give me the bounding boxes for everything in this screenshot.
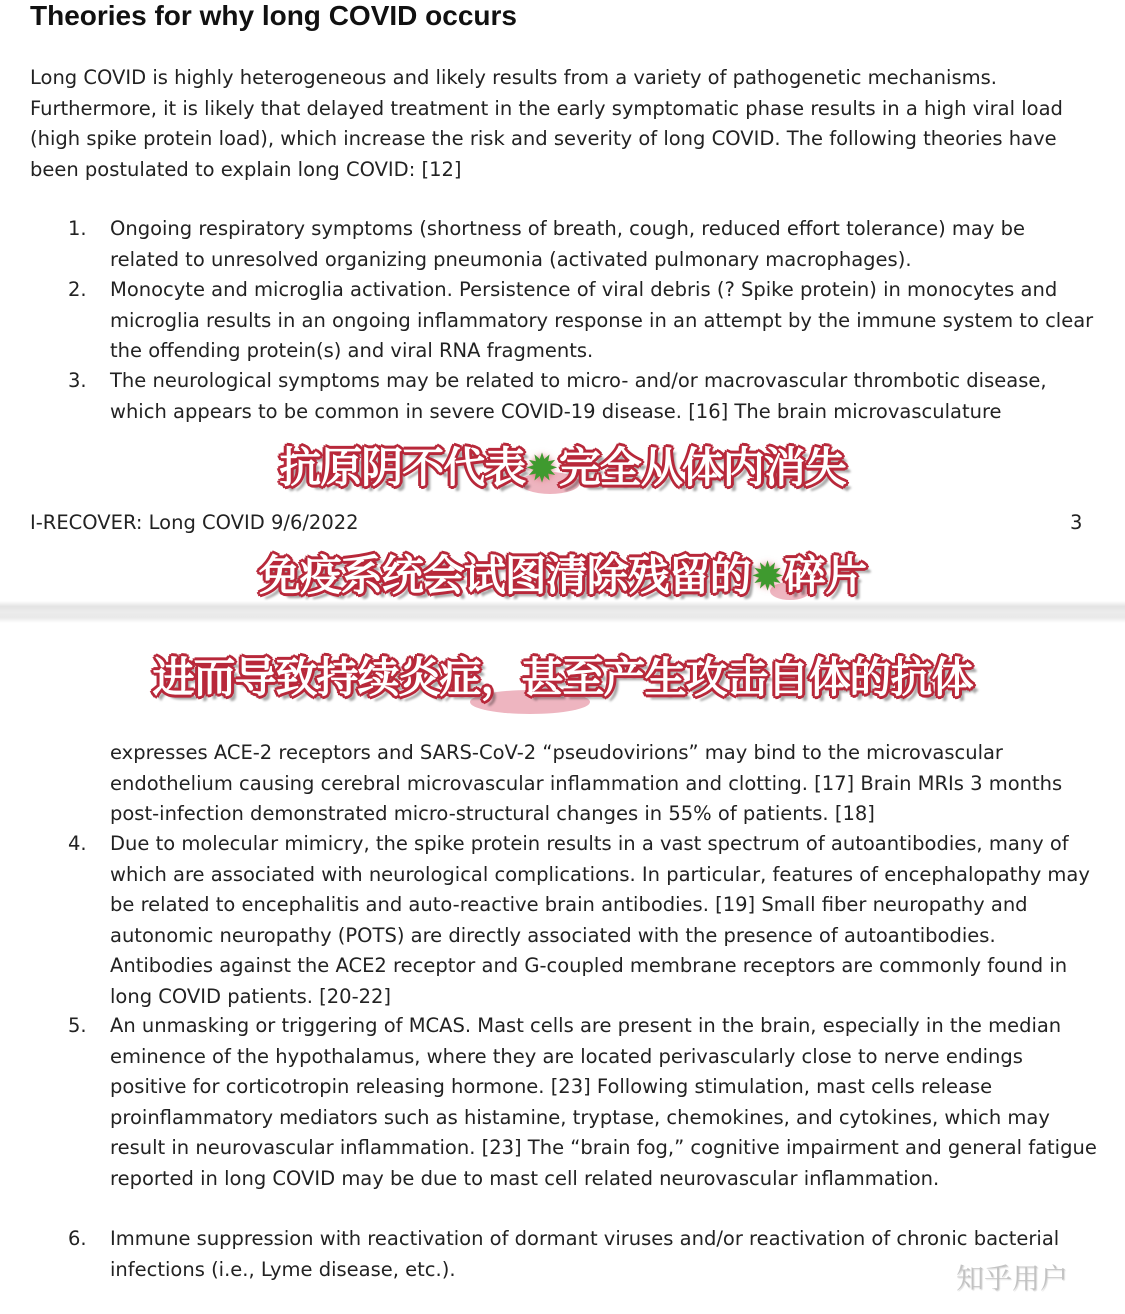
list-number: 5.	[68, 1014, 87, 1037]
watermark: 知乎用户	[956, 1262, 1069, 1295]
caption-overlay-1	[0, 440, 1125, 497]
list-text: The neurological symptoms may be related to micro- and/or macrovascular thrombotic disease, which appears to be common in severe COVID-19 disease. [16] The brain microvasculature	[110, 369, 1047, 423]
footer-doc-title: I-RECOVER: Long COVID 9/6/2022	[30, 511, 359, 534]
virus-icon: ✹	[750, 554, 785, 600]
page-number: 3	[1070, 511, 1083, 534]
list-number: 6.	[68, 1227, 87, 1250]
list-number: 2.	[68, 278, 87, 301]
list-number: 4.	[68, 832, 87, 855]
list-text: expresses ACE-2 receptors and SARS-CoV-2 “pseudovirions” may bind to the microvascular endothelium causing cerebral microvascular inflammation and clotting. [17] Brain MRIs 3 months post-infection demonstrated micro-structural changes in 55% of patients. [18]	[110, 741, 1063, 825]
caption-text: 完全从体内消失	[558, 443, 846, 492]
list-text: Ongoing respiratory symptoms (shortness of breath, cough, reduced effort tolerance) may be related to unresolved organizing pneumonia (activated pulmonary macrophages).	[110, 217, 1025, 271]
list-text: Monocyte and microglia activation. Persistence of viral debris (? Spike protein) in monocytes and microglia results in an ongoing inflammatory response in an attempt by the immune system to clear the offending protein(s) and viral RNA fragments.	[110, 278, 1094, 362]
caption-text: 免疫系统会试图清除残留的	[258, 551, 751, 600]
list-number: 3.	[68, 369, 87, 392]
list-text: Due to molecular mimicry, the spike protein results in a vast spectrum of autoantibodies, many of which are associated with neurological complications. In particular, features of encephalopathy may be related to encephalitis and auto-reactive brain antibodies. [19] Small fiber neuropathy and autonomic neuropathy (POTS) are directly associated with the presence of autoantibodies. Antibodies against the ACE2 receptor and G-coupled membrane receptors are commonly found in long COVID patients. [20-22]	[110, 832, 1090, 1008]
intro-paragraph: Long COVID is highly heterogeneous and likely results from a variety of pathogenetic mechanisms. Furthermore, it is likely that delayed treatment in the early symptomatic phase results in a high viral load (high spike protein load), which increase the risk and severity of long COVID. The following theories have been postulated to explain long COVID: [12]	[30, 66, 1063, 181]
caption-overlay-3: 进而导致持续炎症，甚至产生攻击自体的抗体	[152, 653, 973, 702]
list-text: An unmasking or triggering of MCAS. Mast cells are present in the brain, especially in the median eminence of the hypothalamus, where they are located perivascularly close to nerve endings positive for corticotropin releasing hormone. [23] Following stimulation, mast cells release proinflammatory mediators such as histamine, tryptase, chemokines, and cytokines, which may result in neurovascular inflammation. [23] The “brain fog,” cognitive impairment and general fatigue reported in long COVID may be due to mast cell related neurovascular inflammation.	[110, 1014, 1097, 1190]
page-title: Theories for why long COVID occurs	[30, 0, 517, 31]
caption-text: 抗原阴不代表	[279, 443, 526, 492]
list-text: Immune suppression with reactivation of dormant viruses and/or reactivation of chronic bacterial infections (i.e., Lyme disease, etc.).	[110, 1227, 1060, 1281]
caption-overlay-2	[0, 548, 1125, 605]
list-number: 1.	[68, 217, 87, 240]
virus-icon: ✹	[525, 446, 559, 492]
caption-text: 碎片	[784, 551, 867, 600]
